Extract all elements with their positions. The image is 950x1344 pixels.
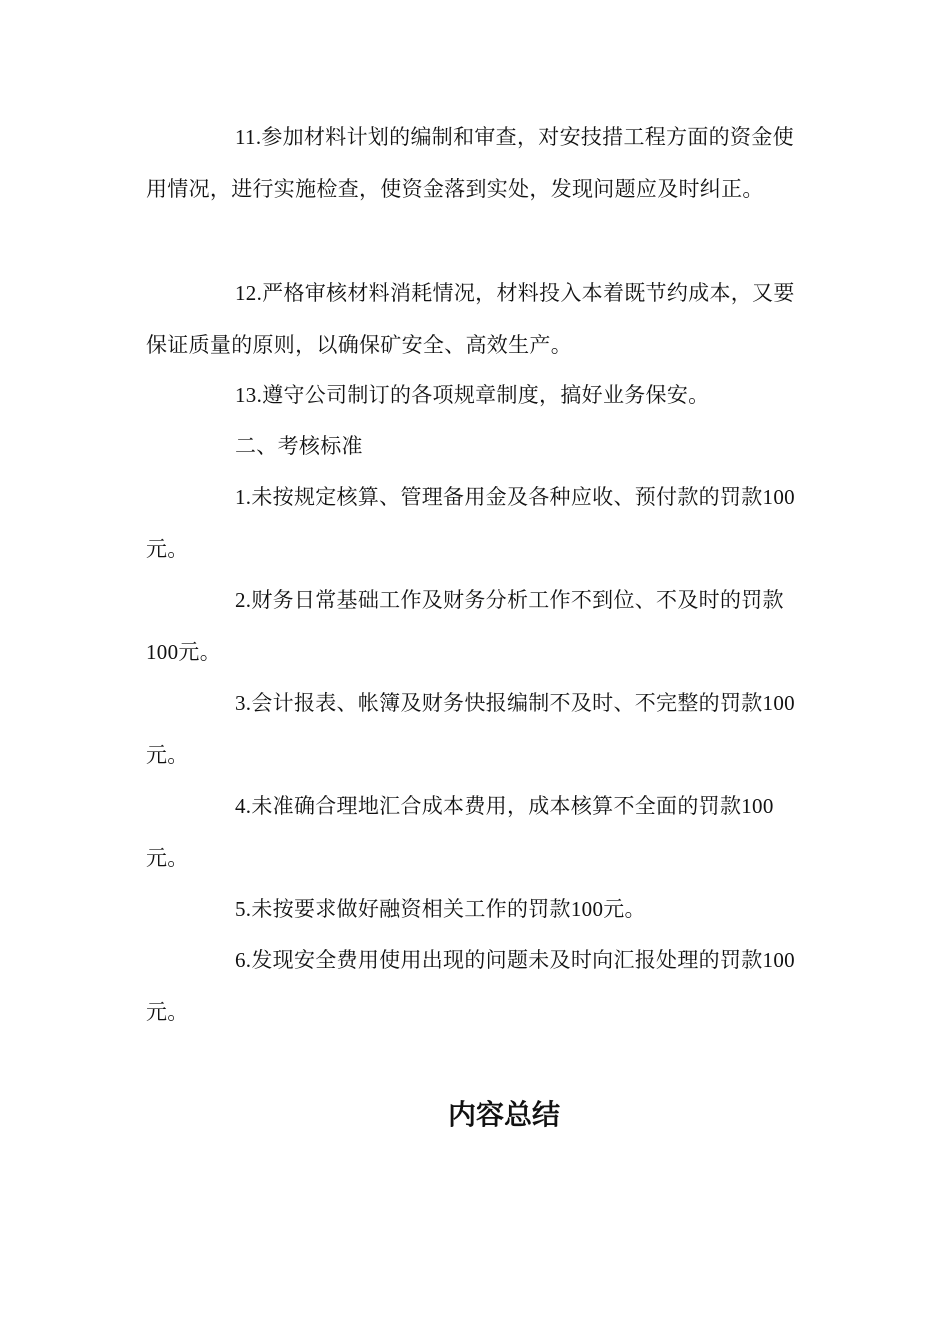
penalty-item-1: 1.未按规定核算、管理备用金及各种应收、预付款的罚款100元。 [146, 485, 795, 561]
penalty-item-6: 6.发现安全费用使用出现的问题未及时向汇报处理的罚款100元。 [146, 948, 795, 1024]
section-heading-assessment-standard: 二、考核标准 [235, 434, 363, 458]
penalty-item-3: 3.会计报表、帐簿及财务快报编制不及时、不完整的罚款100元。 [146, 691, 795, 767]
summary-heading: 内容总结 [447, 1100, 560, 1131]
penalty-item-2: 2.财务日常基础工作及财务分析工作不到位、不及时的罚款100元。 [146, 588, 784, 664]
paragraph-item-11: 11.参加材料计划的编制和审查，对安技措工程方面的资金使用情况，进行实施检查，使资金落到实处，发现问题应及时纠正。 [146, 125, 794, 201]
penalty-item-4: 4.未准确合理地汇合成本费用，成本核算不全面的罚款100元。 [146, 794, 774, 870]
paragraph-item-13: 13.遵守公司制订的各项规章制度，搞好业务保安。 [235, 383, 710, 407]
penalty-item-5: 5.未按要求做好融资相关工作的罚款100元。 [235, 897, 646, 921]
paragraph-item-12: 12.严格审核材料消耗情况，材料投入本着既节约成本，又要保证质量的原则，以确保矿安全、高效生产。 [146, 281, 795, 357]
